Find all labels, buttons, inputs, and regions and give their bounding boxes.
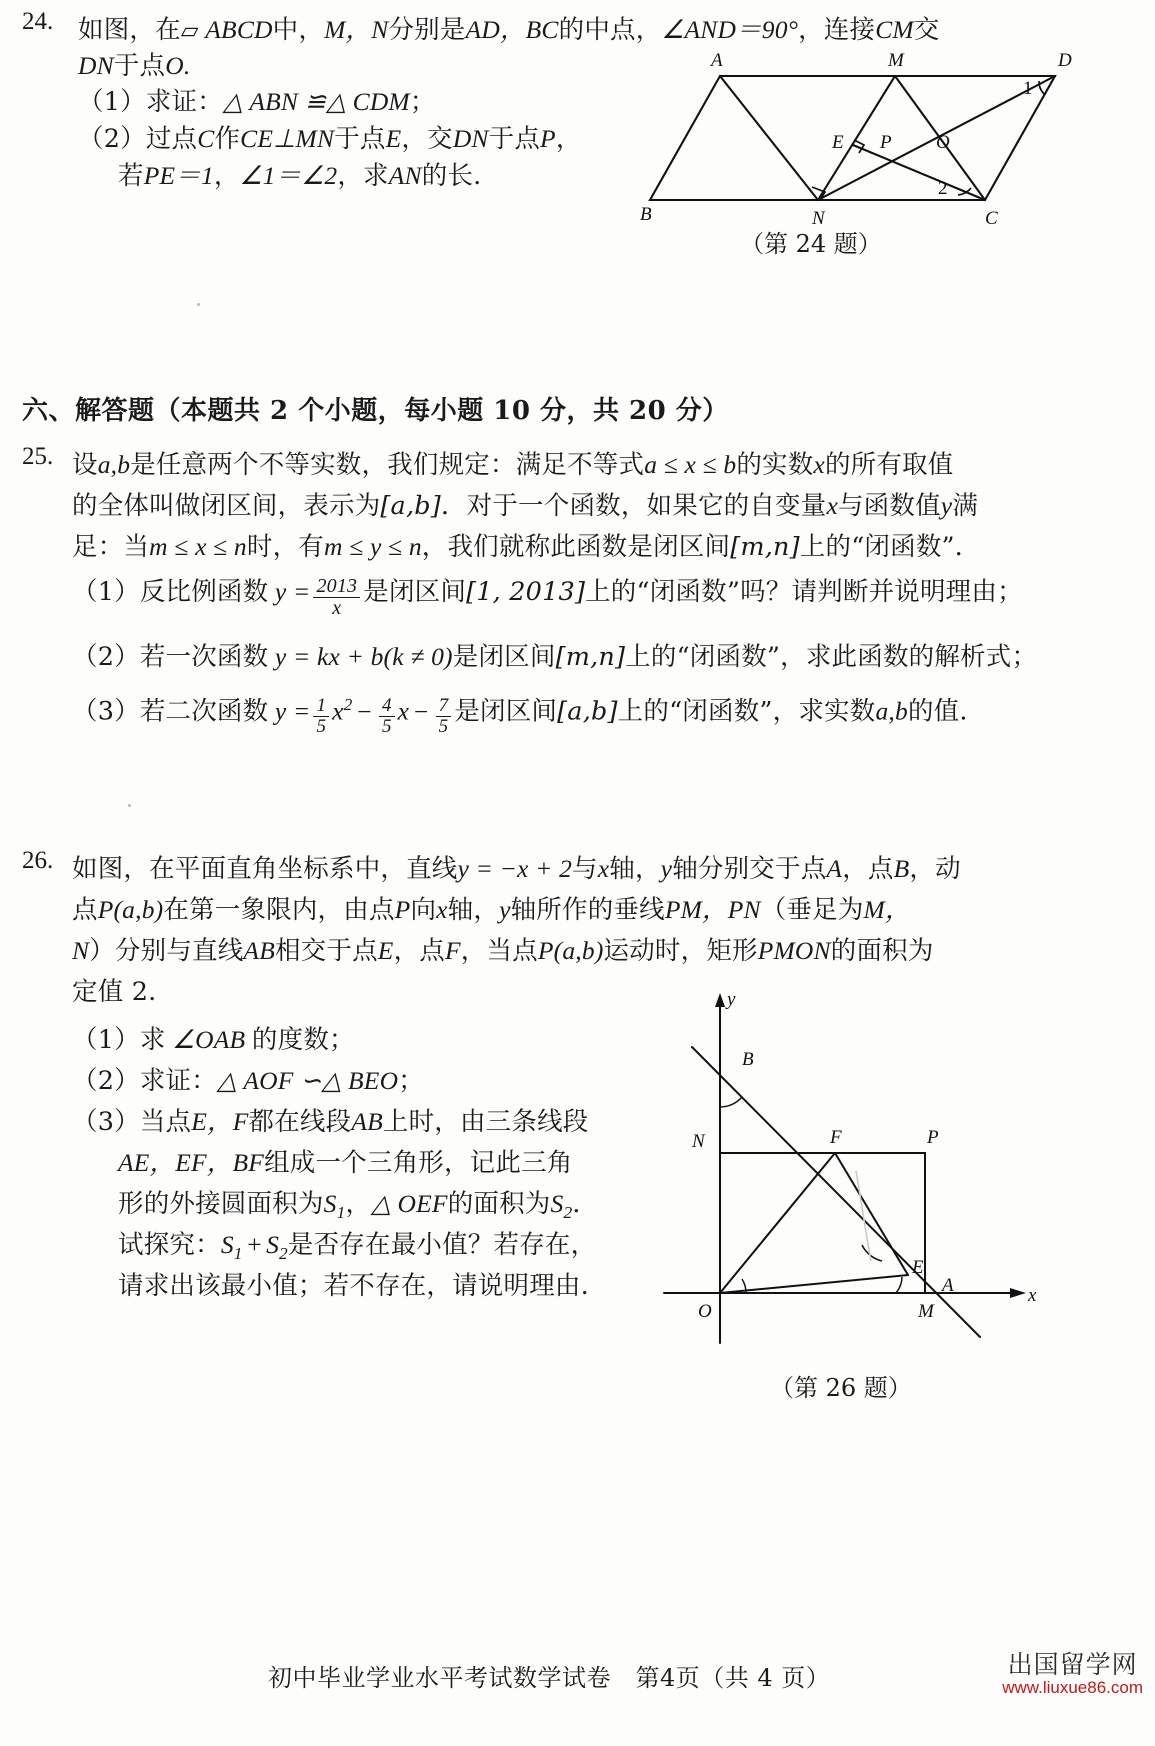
q26-p3-a: 当点 bbox=[139, 1107, 192, 1137]
q26-l1-c: 与 bbox=[572, 854, 598, 884]
q26-p3-l3-c: ， bbox=[345, 1189, 372, 1219]
q26-p3-c: 都在线段 bbox=[248, 1107, 352, 1137]
scan-speck bbox=[128, 804, 131, 807]
q26-p3-l4-d-subscript: 2 bbox=[279, 1244, 288, 1264]
figure-24-label-P: P bbox=[880, 132, 892, 153]
question-24-line-1 bbox=[78, 8, 940, 53]
q25-p1-e: 上的“闭函数”吗？请判断并说明理由； bbox=[585, 577, 1023, 607]
q26-l2-l: M， bbox=[863, 895, 911, 924]
q25-p3-k: a,b bbox=[875, 696, 908, 726]
q24-l1-c: 中， bbox=[272, 15, 325, 45]
question-26-part-2 bbox=[72, 1059, 424, 1103]
q26-p3-l3-e: 的面积为 bbox=[447, 1189, 551, 1219]
q24-l2-a: DN bbox=[78, 51, 114, 80]
q25-l3-g: 上的“闭函数”． bbox=[799, 532, 981, 562]
q24-p2-k: ， bbox=[555, 124, 582, 154]
figure-26-label-A: A bbox=[942, 1275, 954, 1296]
q24-l1-b: ABCD bbox=[205, 15, 273, 44]
q24-p2c-e: ，求 bbox=[337, 161, 389, 191]
question-26-part-3-line-2 bbox=[118, 1141, 572, 1185]
footer-page-info: 初中毕业学业水平考试数学试卷 第4页（共 4 页） bbox=[268, 1664, 831, 1692]
q26-l3-k: PMON bbox=[757, 936, 831, 965]
figure-24-label-C: C bbox=[985, 208, 998, 228]
q26-l3-e: E bbox=[377, 936, 394, 965]
q24-l1-i: ，连接 bbox=[798, 15, 876, 45]
q24-p2-c: 作 bbox=[214, 124, 241, 154]
figure-24-label-N: N bbox=[812, 208, 825, 228]
question-25-number: 25. bbox=[22, 443, 54, 470]
q26-p3-l2-b: 组成一个三角形，记此三角 bbox=[264, 1148, 573, 1178]
q25-l3-d: m ≤ y ≤ n bbox=[324, 532, 422, 561]
q26-l3-j: 运动时，矩形 bbox=[603, 936, 758, 966]
q25-p3-c-exponent: 2 bbox=[343, 695, 353, 714]
q25-l2-b: [a,b] bbox=[380, 491, 441, 521]
question-26-line-1 bbox=[72, 847, 961, 891]
q26-p3-l4-b: S bbox=[220, 1230, 234, 1259]
q26-l2-k: （垂足为 bbox=[760, 895, 864, 925]
q24-p1-c: ； bbox=[409, 87, 436, 117]
q25-p2-b: y = kx + b(k ≠ 0) bbox=[274, 642, 453, 671]
q26-p3-l3-d: △ OEF bbox=[371, 1189, 448, 1218]
q26-l2-f: x bbox=[436, 895, 448, 924]
q25-l3-c: 时，有 bbox=[246, 532, 324, 562]
q26-l2-c: 在第一象限内，由点 bbox=[163, 895, 395, 925]
q25-l2-a: 的全体叫做闭区间，表示为 bbox=[72, 491, 381, 521]
q26-l1-g: 轴分别交于点 bbox=[672, 854, 827, 884]
figure-24-caption: （第 24 题） bbox=[740, 230, 882, 258]
x-axis-arrow-icon bbox=[1010, 1288, 1026, 1298]
q25-p3-j: 上的“闭函数”，求实数 bbox=[617, 696, 876, 727]
q24-l2-c: O. bbox=[165, 51, 191, 80]
q24-p2-b: C bbox=[197, 124, 215, 153]
q25-p3-fraction-1 bbox=[313, 696, 329, 737]
figure-24-label-A: A bbox=[711, 50, 723, 71]
page-footer bbox=[0, 1650, 1155, 1718]
q25-p3-e: x bbox=[397, 696, 410, 726]
q25-p3-f1-num: 1 bbox=[316, 695, 327, 717]
q25-p3-i: [a,b] bbox=[557, 696, 618, 727]
q24-p2-i: 于点 bbox=[488, 124, 541, 154]
q25-p2-d: [m,n] bbox=[555, 642, 626, 672]
q24-l1-g: 的中点， bbox=[558, 15, 662, 45]
q26-l2-h: y bbox=[499, 895, 511, 924]
q26-p1-a: 求 bbox=[139, 1025, 166, 1055]
figure-24-label-angle-2: 2 bbox=[938, 178, 948, 199]
figure-question-24 bbox=[640, 48, 1080, 228]
q25-l1-c: 是任意两个不等实数，我们规定：满足不等式 bbox=[130, 450, 645, 480]
q25-l2-g: 满 bbox=[952, 491, 979, 521]
q24-p2-h: DN bbox=[452, 124, 489, 153]
q26-l2-b: P(a,b) bbox=[97, 895, 164, 924]
q25-p3-f2-den: 5 bbox=[381, 716, 392, 738]
q24-l1-h: ∠AND＝90° bbox=[661, 15, 799, 44]
q26-p3-e: 上时，由三条线段 bbox=[382, 1107, 589, 1137]
q24-p2c-d: ∠1＝∠2 bbox=[239, 161, 338, 190]
q26-l3-l: 的面积为 bbox=[830, 936, 934, 966]
q26-l3-c: AB bbox=[243, 936, 275, 965]
figure-26-label-B: B bbox=[742, 1049, 754, 1070]
q26-p3-l4-c: + bbox=[245, 1230, 264, 1259]
q25-l2-c: ．对于一个函数，如果它的自变量 bbox=[440, 491, 827, 521]
question-25-part-1 bbox=[72, 570, 1023, 619]
q25-l3-f: [m,n] bbox=[730, 532, 800, 562]
q25-p3-l: 的值. bbox=[907, 696, 968, 727]
q25-l2-d: x bbox=[826, 491, 838, 520]
q26-l1-a: 如图，在平面直角坐标系中，直线 bbox=[72, 854, 458, 884]
q25-p3-f3-num: 7 bbox=[438, 695, 449, 717]
figure-24-label-M: M bbox=[888, 50, 904, 71]
q26-p1-c: 的度数； bbox=[251, 1025, 355, 1055]
q25-l1-a: 设 bbox=[72, 450, 98, 480]
q26-p3-l4-a: 试探究： bbox=[118, 1230, 221, 1260]
q24-p2c-a: 若 bbox=[118, 161, 144, 191]
q24-p2-j: P bbox=[540, 124, 556, 153]
q26-p1-b: ∠OAB bbox=[172, 1025, 246, 1054]
q24-l1-e: 分别是 bbox=[388, 15, 466, 45]
q25-p3-c: x bbox=[332, 696, 344, 726]
q24-p2-label: （2） bbox=[78, 124, 146, 154]
q25-l3-e: ，我们就称此函数是闭区间 bbox=[421, 532, 731, 562]
q24-p1-b: △ ABN ≌△ CDM bbox=[222, 87, 410, 116]
question-26-line-3 bbox=[72, 929, 934, 973]
q25-p1-b: y = bbox=[274, 577, 311, 606]
figure-26-label-M: M bbox=[918, 1301, 934, 1322]
q25-l1-e: 的实数 bbox=[736, 450, 814, 480]
figure-26-label-O: O bbox=[698, 1301, 712, 1322]
question-26-line-2 bbox=[72, 888, 911, 932]
watermark-site-name: 出国留学网 bbox=[1007, 1650, 1138, 1679]
question-26-part-1 bbox=[72, 1018, 355, 1062]
figure-26-label-y-axis: y bbox=[727, 989, 736, 1010]
q24-p2c-f: AN bbox=[388, 161, 422, 190]
q26-l2-i: 轴所作的垂线 bbox=[510, 895, 665, 925]
question-26-number: 26. bbox=[22, 847, 54, 874]
q26-l1-k: ，动 bbox=[909, 854, 961, 884]
question-26-part-3-line-5: 请求出该最小值；若不存在，请说明理由. bbox=[118, 1271, 589, 1301]
q26-l1-b: y = −x + 2 bbox=[457, 854, 573, 883]
q25-l1-d: a ≤ x ≤ b bbox=[644, 450, 737, 479]
q26-l3-h: ，当点 bbox=[460, 936, 538, 966]
q24-l1-a: 如图，在 bbox=[78, 15, 181, 45]
q26-p3-label: （3） bbox=[72, 1107, 140, 1137]
q25-p3-d: − bbox=[355, 696, 373, 726]
q26-p3-l4-d: S bbox=[266, 1230, 280, 1259]
q25-p3-a: 若二次函数 bbox=[139, 696, 269, 727]
q25-p1-a: 反比例函数 bbox=[139, 577, 269, 607]
question-25-part-3 bbox=[72, 683, 968, 737]
q26-l2-d: P bbox=[394, 895, 411, 924]
q26-p3-l3-f-subscript: 2 bbox=[563, 1203, 573, 1223]
figure-24-label-O: O bbox=[936, 132, 950, 153]
q25-p3-f3-den: 5 bbox=[438, 716, 449, 738]
q26-l1-i: ，点 bbox=[842, 854, 894, 884]
q24-p2c-c: ， bbox=[213, 161, 240, 191]
q25-p3-g: − bbox=[412, 696, 430, 726]
q24-p2-a: 过点 bbox=[145, 124, 198, 154]
q26-p3-l3-a: 形的外接圆面积为 bbox=[118, 1189, 324, 1219]
question-24-number: 24. bbox=[22, 8, 54, 35]
q24-l1-j: CM bbox=[875, 15, 914, 44]
q26-p2-a: 求证： bbox=[139, 1066, 217, 1096]
q26-l2-j: PM，PN bbox=[664, 895, 761, 924]
figure-26-label-F: F bbox=[830, 1127, 842, 1148]
q25-p3-fraction-2 bbox=[379, 696, 395, 737]
q25-p1-label: （1） bbox=[72, 577, 140, 607]
q25-l1-g: 的所有取值 bbox=[824, 450, 954, 480]
q26-p3-l2-a: AE，EF，BF bbox=[118, 1148, 265, 1177]
q26-l1-d: x bbox=[597, 854, 610, 883]
figure-24-label-E: E bbox=[832, 132, 844, 153]
q25-l1-f: x bbox=[813, 450, 825, 479]
figure-26-label-P: P bbox=[927, 1127, 939, 1148]
question-24-part-2-cont bbox=[118, 154, 481, 198]
question-26-line-4: 定值 2. bbox=[72, 977, 157, 1007]
q26-p3-l3-b: S bbox=[323, 1189, 337, 1218]
figure-24-svg bbox=[640, 48, 1080, 228]
y-axis-arrow-icon bbox=[715, 993, 725, 1007]
parallelogram-symbol-icon: ▱ bbox=[180, 18, 199, 44]
q25-p3-b: y = bbox=[274, 696, 311, 726]
q25-p1-d: [1, 2013] bbox=[466, 577, 586, 607]
q24-p2-g: ，交 bbox=[401, 124, 453, 154]
q26-l3-i: P(a,b) bbox=[537, 936, 604, 965]
q26-p2-c: ； bbox=[398, 1066, 424, 1096]
q26-p3-b: E，F bbox=[191, 1107, 249, 1136]
q24-p1-a: 求证： bbox=[145, 87, 223, 117]
q25-l2-f: y bbox=[940, 491, 953, 520]
q26-p3-l3-f: S bbox=[550, 1189, 564, 1218]
q26-p2-b: △ AOF ∽△ BEO bbox=[216, 1066, 399, 1095]
q24-l1-f: AD，BC bbox=[465, 15, 559, 44]
q25-l2-e: 与函数值 bbox=[837, 491, 941, 521]
q26-l2-e: 向 bbox=[410, 895, 437, 925]
q24-p2-f: E bbox=[385, 124, 402, 153]
q26-l3-a: N bbox=[72, 936, 90, 965]
q25-p3-f2-num: 4 bbox=[381, 695, 392, 717]
q26-p3-l3-b-subscript: 1 bbox=[336, 1203, 346, 1223]
figure-24-label-D: D bbox=[1058, 50, 1072, 71]
figure-26-caption: （第 26 题） bbox=[770, 1374, 912, 1402]
q25-p2-c: 是闭区间 bbox=[452, 642, 556, 672]
q26-l3-b: ）分别与直线 bbox=[89, 936, 244, 966]
figure-26-label-x-axis: x bbox=[1028, 1285, 1037, 1306]
q25-p1-frac-denominator: x bbox=[332, 597, 342, 620]
scan-speck bbox=[197, 303, 200, 306]
question-25-line-3 bbox=[72, 525, 980, 569]
q25-p3-h: 是闭区间 bbox=[454, 696, 558, 727]
figure-26-label-N: N bbox=[692, 1131, 705, 1152]
watermark bbox=[1002, 1652, 1143, 1697]
angle-arc-A bbox=[896, 1277, 902, 1293]
figure-question-26 bbox=[650, 985, 1050, 1355]
question-25-line-1 bbox=[72, 443, 953, 487]
q26-l1-h: A bbox=[826, 854, 843, 883]
q25-p3-f1-den: 5 bbox=[316, 716, 327, 738]
question-26-part-3 bbox=[72, 1100, 588, 1144]
q24-l1-k: 交 bbox=[913, 15, 940, 45]
q25-p3-fraction-3 bbox=[436, 696, 452, 737]
q24-p2c-g: 的长. bbox=[421, 161, 482, 191]
question-25-part-2 bbox=[72, 635, 1037, 679]
q24-l1-d: M，N bbox=[324, 15, 389, 44]
q26-l3-g: F bbox=[444, 936, 461, 965]
q26-l1-e: 轴， bbox=[609, 854, 661, 884]
q25-p1-frac-numerator: 2013 bbox=[316, 575, 358, 598]
q26-l1-f: y bbox=[660, 854, 673, 883]
q25-p2-a: 若一次函数 bbox=[139, 642, 269, 672]
q26-p2-label: （2） bbox=[72, 1066, 140, 1096]
section-6-heading: 六、解答题（本题共 2 个小题，每小题 10 分，共 20 分） bbox=[22, 396, 729, 426]
q26-p3-d: AB bbox=[351, 1107, 383, 1136]
q25-l3-b: m ≤ x ≤ n bbox=[149, 532, 247, 561]
q24-p2-d: CE⊥MN bbox=[240, 124, 335, 153]
figure-24-label-angle-1: 1 bbox=[1023, 78, 1033, 99]
q24-p2-e: 于点 bbox=[334, 124, 386, 154]
q26-p3-l4-e: 是否存在最小值？若存在， bbox=[287, 1230, 597, 1260]
q24-p1-label: （1） bbox=[78, 87, 146, 117]
q25-p1-fraction bbox=[313, 576, 360, 619]
angle-arc-E bbox=[862, 1245, 882, 1261]
q25-p2-label: （2） bbox=[72, 642, 140, 672]
q24-l2-b: 于点 bbox=[113, 51, 166, 81]
figure-26-label-E: E bbox=[912, 1257, 924, 1278]
q26-l3-d: 相交于点 bbox=[274, 936, 378, 966]
question-25-line-2 bbox=[72, 484, 978, 528]
figure-24-label-B: B bbox=[640, 204, 652, 225]
angle-arc-B bbox=[720, 1097, 742, 1107]
q26-l3-f: ，点 bbox=[393, 936, 445, 966]
figure-26-svg bbox=[650, 985, 1050, 1355]
q26-p3-l4-b-subscript: 1 bbox=[233, 1244, 243, 1264]
q26-l2-a: 点 bbox=[72, 895, 98, 925]
q26-l1-j: B bbox=[893, 854, 910, 883]
q24-p2c-b: PE＝1 bbox=[143, 161, 214, 190]
q26-p3-l3-g: ． bbox=[572, 1189, 599, 1219]
q25-p3-label: （3） bbox=[72, 696, 140, 727]
q25-l1-b: a,b bbox=[97, 450, 131, 479]
q26-l2-g: 轴， bbox=[447, 895, 500, 925]
q26-p1-label: （1） bbox=[72, 1025, 140, 1055]
q25-p2-e: 上的“闭函数”，求此函数的解析式； bbox=[625, 642, 1038, 672]
q25-l3-a: 足：当 bbox=[72, 532, 150, 562]
q25-p1-c: 是闭区间 bbox=[363, 577, 467, 607]
watermark-url: www.liuxue86.com bbox=[1002, 1678, 1143, 1698]
